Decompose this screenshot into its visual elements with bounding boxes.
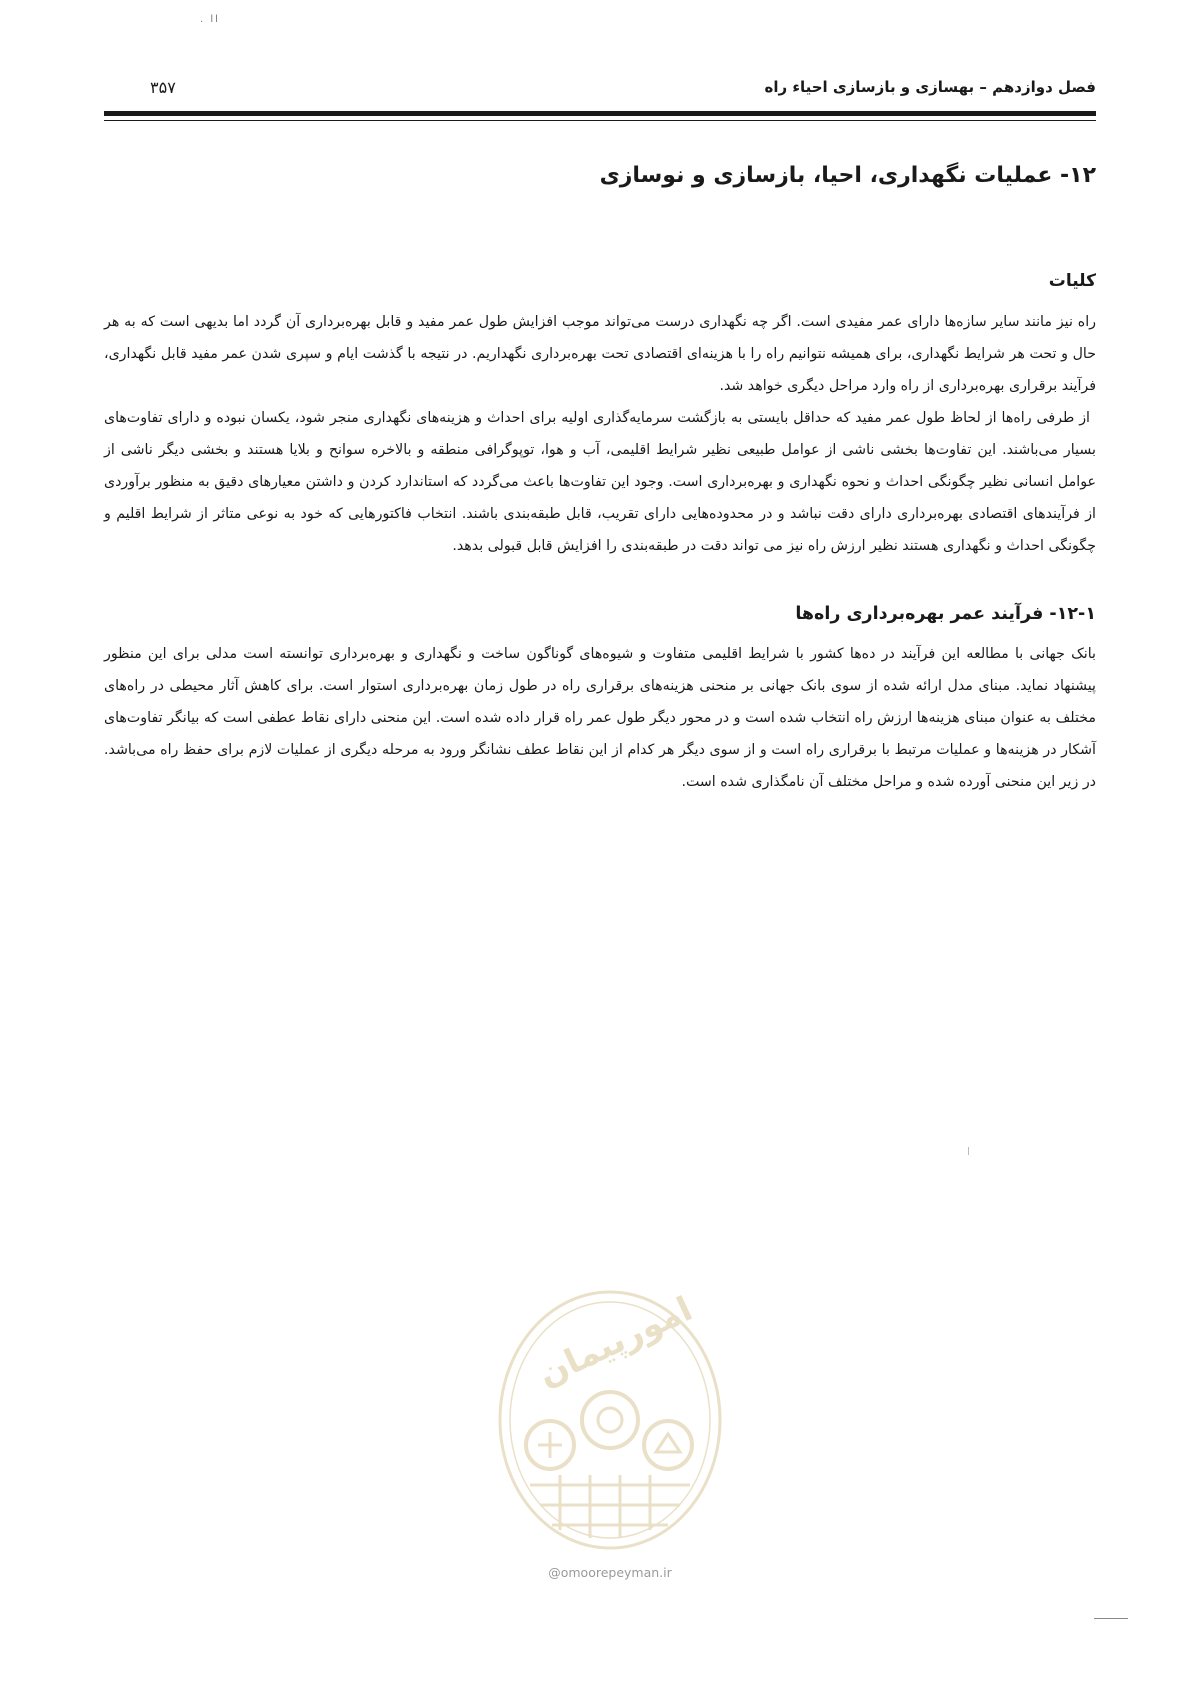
header-rule-thick bbox=[104, 111, 1096, 116]
chapter-header-title: فصل دوازدهم – بهسازی و بازسازی احیاء راه bbox=[764, 78, 1096, 96]
page-content bbox=[104, 156, 1096, 798]
subsection-paragraph: بانک جهانی با مطالعه این فرآیند در ده‌ها کشور با شرایط اقلیمی متفاوت و شیوه‌های گوناگون ساخت و نگهداری و بهره‌برداری توانسته است مدلی برای این منظور پیشنهاد نماید. مبنای مدل ارائه شده از سوی بانک جهانی بر منحنی هزینه‌های برقراری راه در طول زمان بهره‌برداری استوار است. برای کاهش آثار محیطی در راه‌های مختلف به عنوان مبنای هزینه‌ها ارزش راه انتخاب شده است و در محور دیگر طول عمر راه قرار داده شده است. این منحنی دارای نقاط عطفی است که بیانگر تفاوت‌های آشکار در هزینه‌ها و عملیات مرتبط با برقراری راه است و از سوی دیگر هر کدام از این نقاط عطف نشانگر ورود به مرحله دیگری از عملیات لازم برای حفظ راه می‌باشد. در زیر این منحنی آورده شده و مراحل مختلف آن نامگذاری شده است. bbox=[104, 646, 1096, 790]
svg-text:امورپیمان: امورپیمان bbox=[532, 1289, 699, 1395]
subsection-title: ۱۲-۱- فرآیند عمر بهره‌برداری راه‌ها bbox=[795, 604, 1096, 624]
page-header bbox=[104, 74, 1096, 104]
watermark-seal-logo bbox=[490, 1280, 730, 1560]
header-rule-thin bbox=[104, 120, 1096, 121]
paragraph-1: راه نیز مانند سایر سازه‌ها دارای عمر مفیدی است. اگر چه نگهداری درست می‌تواند موجب افزایش طول عمر مفید و قابل بهره‌برداری آن گردد اما بدیهی است که به هر حال و تحت هر شرایط نگهداری، برای همیشه نتوانیم راه را با هزینه‌ای اقتصادی تحت بهره‌برداری نگهداریم. در نتیجه با گذشت ایام و سپری شدن عمر مفید قابل نگهداری، فرآیند برقراری بهره‌برداری از راه وارد مراحل دیگری خواهد شد. bbox=[104, 314, 1096, 394]
page-number: ۳۵۷ bbox=[150, 78, 176, 97]
corner-mark: . ll bbox=[200, 14, 220, 25]
watermark-url: @omoorepeyman.ir bbox=[548, 1565, 672, 1580]
subhead-overview: کلیات bbox=[1048, 271, 1096, 291]
paragraph-2: از طرفی راه‌ها از لحاظ طول عمر مفید که حداقل بایستی به بازگشت سرمایه‌گذاری اولیه برای احداث و هزینه‌های نگهداری منجر شود، یکسان نبوده و دارای تفاوت‌های بسیار می‌باشند. این تفاوت‌ها بخشی ناشی از عوامل طبیعی نظیر شرایط اقلیمی، آب و هوا، توپوگرافی منطقه و بالاخره سوانح و بلایا هستند و بخشی دیگر ناشی از عوامل انسانی نظیر چگونگی احداث و نحوه نگهداری و بهره‌برداری است. وجود این تفاوت‌ها باعث می‌گردد که استاندارد کردن و داشتن معیارهای دقیق به منظور برآوردی از فرآیندهای اقتصادی بهره‌برداری دارای دقت نباشد و در محدوده‌هایی دارای تقریب، قابل طبقه‌بندی باشند. انتخاب فاکتورهایی که خود به نوعی متاثر از شرایط اقلیم و چگونگی احداث و نگهداری هستند نظیر ارزش راه نیز می تواند دقت در طبقه‌بندی را افزایش قابل قبولی بدهد. bbox=[104, 410, 1096, 554]
section-title: ۱۲- عملیات نگهداری، احیا، بازسازی و نوسازی bbox=[599, 163, 1096, 188]
scan-tick-mark bbox=[968, 1147, 969, 1155]
scan-edge-mark bbox=[1094, 1618, 1128, 1619]
